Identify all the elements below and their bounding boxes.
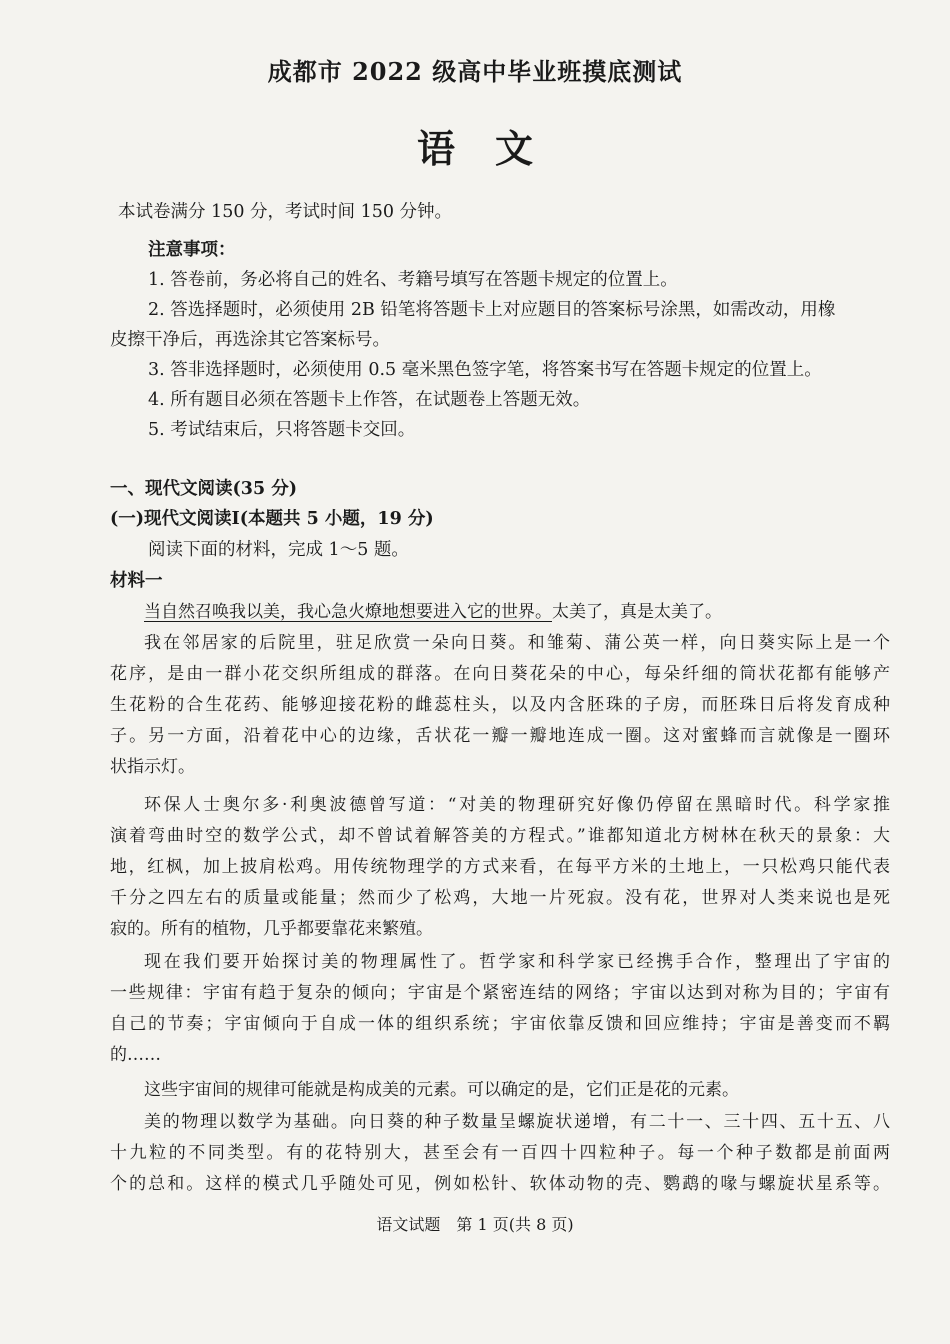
subject-title: 语文	[416, 126, 573, 171]
notes-item-4: 4. 所有题目必须在答题卡上作答，在试题卷上答题无效。	[148, 390, 591, 410]
passage-line: 一些规律：宇宙有趋于复杂的倾向；宇宙是个紧密连结的网络；宇宙以达到对称为目的；宇宙有	[110, 983, 890, 1003]
material-label: 材料一	[110, 571, 163, 591]
exam-title: 成都市 2022 级高中毕业班摸底测试	[267, 57, 683, 86]
exam-intro: 本试卷满分 150 分，考试时间 150 分钟。	[118, 202, 453, 222]
passage-line: 十九粒的不同类型。有的花特别大，甚至会有一百四十四粒种子。每一个种子数都是前面两	[110, 1143, 890, 1163]
passage-line: 环保人士奥尔多·利奥波德曾写道：“对美的物理研究好像仍停留在黑暗时代。科学家推	[144, 795, 890, 815]
passage-sentence: 太美了，真是太美了。	[552, 602, 722, 622]
passage-line: 演着弯曲时空的数学公式，却不曾试着解答美的方程式。”谁都知道北方树林在秋天的景象：大	[110, 826, 890, 846]
notes-item-3: 3. 答非选择题时，必须使用 0.5 毫米黑色签字笔，将答案书写在答题卡规定的位置上。	[148, 360, 822, 380]
passage-line: 我在邻居家的后院里，驻足欣赏一朵向日葵。和雏菊、蒲公英一样，向日葵实际上是一个	[144, 633, 890, 653]
passage-line: 子。另一方面，沿着花中心的边缘，舌状花一瓣一瓣地连成一圈。这对蜜蜂而言就像是一圈环	[110, 726, 890, 746]
passage-line: 地，红枫，加上披肩松鸡。用传统物理学的方式来看，在每平方米的土地上，一只松鸡只能代表	[110, 857, 890, 877]
underlined-sentence: 当自然召唤我以美，我心急火燎地想要进入它的世界。	[144, 602, 552, 622]
passage-paragraph-1	[110, 604, 890, 621]
notes-item-5: 5. 考试结束后，只将答题卡交回。	[148, 420, 416, 440]
notes-item-2-cont: 皮擦干净后，再选涂其它答案标号。	[110, 330, 390, 350]
passage-line: 状指示灯。	[110, 757, 195, 777]
section-heading: 一、现代文阅读(35 分)	[110, 479, 298, 499]
passage-line: 这些宇宙间的规律可能就是构成美的元素。可以确定的是，它们正是花的元素。	[144, 1080, 739, 1100]
passage-line: 花序，是由一群小花交织所组成的群落。在向日葵花朵的中心，每朵纤细的筒状花都有能够产	[110, 664, 890, 684]
passage-line: 生花粉的合生花药、能够迎接花粉的雌蕊柱头，以及内含胚珠的子房，而胚珠日后将发育成种	[110, 695, 890, 715]
passage-line: 现在我们要开始探讨美的物理属性了。哲学家和科学家已经携手合作，整理出了宇宙的	[144, 952, 890, 972]
notes-heading: 注意事项：	[148, 240, 236, 260]
reading-instruction: 阅读下面的材料，完成 1～5 题。	[148, 540, 409, 560]
notes-item-1: 1. 答卷前，务必将自己的姓名、考籍号填写在答题卡规定的位置上。	[148, 270, 678, 290]
passage-line: 的……	[110, 1045, 161, 1065]
passage-line: 自己的节奏；宇宙倾向于自成一体的组织系统；宇宙依靠反馈和回应维持；宇宙是善变而不羁	[110, 1014, 890, 1034]
passage-line: 个的总和。这样的模式几乎随处可见，例如松针、软体动物的壳、鹦鹉的喙与螺旋状星系等。	[110, 1174, 890, 1194]
page-footer: 语文试题 第 1 页(共 8 页)	[376, 1215, 574, 1234]
passage-line: 千分之四左右的质量或能量；然而少了松鸡，大地一片死寂。没有花，世界对人类来说也是死	[110, 888, 890, 908]
passage-line: 寂的。所有的植物，几乎都要靠花来繁殖。	[110, 919, 433, 939]
passage-line: 美的物理以数学为基础。向日葵的种子数量呈螺旋状递增，有二十一、三十四、五十五、八	[144, 1112, 890, 1132]
notes-item-2: 2. 答选择题时，必须使用 2B 铅笔将答题卡上对应题目的答案标号涂黑，如需改动，用橡	[148, 300, 836, 320]
subsection-heading: (一)现代文阅读Ⅰ(本题共 5 小题，19 分)	[110, 509, 434, 529]
